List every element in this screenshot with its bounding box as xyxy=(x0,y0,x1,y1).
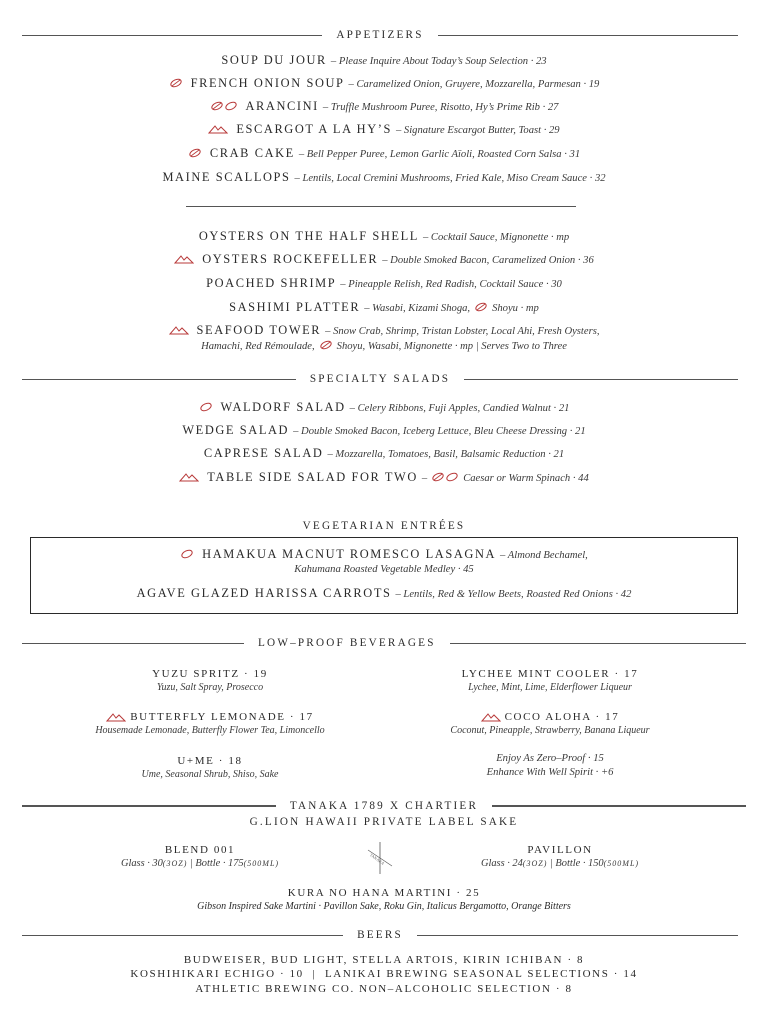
beverage-item xyxy=(380,667,720,694)
beer-line xyxy=(0,952,768,967)
beverage-zero-proof: Enjoy As Zero–Proof · 15 xyxy=(496,753,604,764)
item-desc: – xyxy=(421,473,428,484)
menu-item-line2 xyxy=(0,338,768,354)
beverage-desc: Enhance With Well Spirit · +6 xyxy=(486,767,614,778)
divider xyxy=(22,935,343,936)
item-desc: – Celery Ribbons, Fuji Apples, Candied Walnut · 21 xyxy=(349,403,570,414)
item-desc: Caesar or Warm Spinach · 44 xyxy=(463,473,589,484)
beverage-item xyxy=(380,710,720,737)
beverage-item xyxy=(40,754,380,781)
menu-item xyxy=(0,252,768,268)
beverage-desc: Coconut, Pineapple, Strawberry, Banana Liqueur xyxy=(450,725,650,736)
menu-item xyxy=(0,323,768,339)
item-desc: – Almond Bechamel, xyxy=(500,550,588,561)
item-desc: – Signature Escargot Butter, Toast · 29 xyxy=(395,125,560,136)
beer-text: ATHLETIC BREWING CO. NON–ALCOHOLIC SELECTION · 8 xyxy=(195,983,573,995)
sake-size: (3OZ) xyxy=(522,859,548,868)
beer-text: BUDWEISER, BUD LIGHT, STELLA ARTOIS, KIRIN ICHIBAN · 8 xyxy=(183,954,585,966)
martini-name: KURA NO HANA MARTINI · 25 xyxy=(287,887,481,899)
sake-subtitle xyxy=(0,814,768,829)
divider xyxy=(417,935,738,936)
nut-icon xyxy=(180,549,194,559)
item-name: POACHED SHRIMP xyxy=(206,276,337,290)
sake-size: (500ML) xyxy=(243,859,280,868)
beverage-name: COCO ALOHA · 17 xyxy=(504,711,620,723)
item-desc: – Snow Crab, Shrimp, Tristan Lobster, Local Ahi, Fresh Oysters, xyxy=(325,326,600,337)
signature-icon xyxy=(208,124,228,134)
menu-item xyxy=(0,122,768,138)
sake-item-pavillon xyxy=(400,843,720,870)
item-desc: – Double Smoked Bacon, Iceberg Lettuce, Bleu Cheese Dressing · 21 xyxy=(293,426,586,437)
item-desc: – Double Smoked Bacon, Caramelized Onion · 36 xyxy=(382,255,594,266)
section-title xyxy=(0,518,768,533)
wheat-dairy-icon xyxy=(210,101,238,111)
section-header-sake xyxy=(22,799,746,813)
item-desc: Kahumana Roasted Vegetable Medley · 45 xyxy=(294,564,474,575)
menu-item xyxy=(0,470,768,486)
item-desc: – Cocktail Sauce, Mignonette · mp xyxy=(422,232,570,243)
section-title: SPECIALTY SALADS xyxy=(309,373,451,385)
menu-item xyxy=(0,146,768,162)
sake-bottle-price: | Bottle · 175 xyxy=(187,858,244,869)
sake-size: (3OZ) xyxy=(162,859,188,868)
divider xyxy=(438,35,738,36)
divider xyxy=(22,805,276,807)
sake-name: BLEND 001 xyxy=(164,844,236,856)
section-header-beverages xyxy=(22,636,746,650)
martini-desc: Gibson Inspired Sake Martini · Pavillon Sake, Roku Gin, Italicus Bergamotto, Orange Bitters xyxy=(197,901,571,912)
section-title: TANAKA 1789 X CHARTIER xyxy=(289,800,479,812)
beverage-item xyxy=(40,667,380,694)
beer-line xyxy=(0,981,768,996)
item-name: HAMAKUA MACNUT ROMESCO LASAGNA xyxy=(202,547,497,561)
menu-item xyxy=(0,586,768,602)
menu-item xyxy=(0,400,768,416)
menu-item xyxy=(0,170,768,186)
beverage-name: BUTTERFLY LEMONADE · 17 xyxy=(130,711,314,723)
sake-price xyxy=(50,857,350,870)
sake-glass-price: Glass · 24 xyxy=(480,858,523,869)
item-name: SOUP DU JOUR xyxy=(221,53,327,67)
signature-icon xyxy=(169,325,189,335)
item-name: SEAFOOD TOWER xyxy=(196,323,322,337)
divider xyxy=(22,379,296,380)
menu-item xyxy=(0,446,768,462)
signature-icon xyxy=(179,472,199,482)
divider xyxy=(450,643,746,644)
divider xyxy=(464,379,738,380)
wheat-icon xyxy=(474,302,488,312)
item-name: OYSTERS ON THE HALF SHELL xyxy=(198,229,419,243)
beverage-name: YUZU SPRITZ · 19 xyxy=(152,668,268,680)
divider xyxy=(186,206,576,207)
section-title: APPETIZERS xyxy=(336,29,424,41)
item-desc: Shoyu, Wasabi, Mignonette · mp | Serves Two to Three xyxy=(336,341,567,352)
beverage-desc: Ume, Seasonal Shrub, Shiso, Sake xyxy=(141,769,279,780)
item-name: ESCARGOT A LA HY’S xyxy=(236,122,392,136)
item-desc: – Mozzarella, Tomatoes, Basil, Balsamic Reduction · 21 xyxy=(327,449,565,460)
beverage-item xyxy=(380,752,720,780)
sake-name: PAVILLON xyxy=(527,844,593,856)
logo-text: TANAKA xyxy=(368,852,386,866)
section-title: BEERS xyxy=(357,929,403,941)
sake-size: (500ML) xyxy=(603,859,640,868)
section-title: LOW–PROOF BEVERAGES xyxy=(258,637,436,649)
signature-icon xyxy=(174,254,194,264)
item-desc: Hamachi, Red Rémoulade, xyxy=(201,341,315,352)
item-name: OYSTERS ROCKEFELLER xyxy=(202,252,379,266)
wheat-dairy-icon xyxy=(431,472,459,482)
item-desc: Shoyu · mp xyxy=(492,303,539,314)
beverage-desc: Lychee, Mint, Lime, Elderflower Liqueur xyxy=(468,682,632,693)
sake-item-blend xyxy=(50,843,350,870)
item-name: SASHIMI PLATTER xyxy=(229,300,361,314)
item-name: FRENCH ONION SOUP xyxy=(190,76,345,90)
sake-subtitle-text: G.LION HAWAII PRIVATE LABEL SAKE xyxy=(249,816,519,828)
signature-icon xyxy=(481,712,501,722)
item-desc: – Bell Pepper Puree, Lemon Garlic Aïoli, Roasted Corn Salsa · 31 xyxy=(298,149,581,160)
divider xyxy=(22,35,322,36)
section-header-appetizers xyxy=(22,28,738,42)
item-name: WEDGE SALAD xyxy=(182,423,290,437)
divider xyxy=(22,643,244,644)
beverage-item xyxy=(40,710,380,737)
wheat-icon xyxy=(319,340,333,350)
item-desc: – Caramelized Onion, Gruyere, Mozzarella, Parmesan · 19 xyxy=(348,79,600,90)
menu-item xyxy=(0,300,768,316)
signature-icon xyxy=(106,712,126,722)
menu-item xyxy=(0,276,768,292)
sake-price xyxy=(400,857,720,870)
item-name: CAPRESE SALAD xyxy=(203,446,324,460)
section-title-label: VEGETARIAN ENTRÉES xyxy=(289,520,480,532)
item-name: ARANCINI xyxy=(245,99,319,113)
menu-item xyxy=(0,99,768,115)
item-desc: – Pineapple Relish, Red Radish, Cocktail Sauce · 30 xyxy=(340,279,562,290)
nut-icon xyxy=(199,402,213,412)
item-desc: – Lentils, Red & Yellow Beets, Roasted Red Onions · 42 xyxy=(395,589,632,600)
item-name: CRAB CAKE xyxy=(209,146,295,160)
beverage-name: U+ME · 18 xyxy=(177,755,243,767)
item-desc: – Lentils, Local Cremini Mushrooms, Fried Kale, Miso Cream Sauce · 32 xyxy=(294,173,606,184)
item-name: AGAVE GLAZED HARISSA CARROTS xyxy=(136,586,392,600)
item-desc: – Please Inquire About Today’s Soup Selection · 23 xyxy=(330,56,547,67)
menu-item xyxy=(0,76,768,92)
item-name: WALDORF SALAD xyxy=(220,400,346,414)
beverage-desc: Yuzu, Salt Spray, Prosecco xyxy=(156,682,264,693)
sake-martini-desc xyxy=(0,898,768,914)
sake-bottle-price: | Bottle · 150 xyxy=(547,858,604,869)
section-header-beers xyxy=(22,928,738,942)
menu-item xyxy=(0,53,768,69)
beverage-name: LYCHEE MINT COOLER · 17 xyxy=(461,668,639,680)
divider xyxy=(492,805,746,807)
item-desc: – Truffle Mushroom Puree, Risotto, Hy’s Prime Rib · 27 xyxy=(322,102,559,113)
section-header-salads xyxy=(22,372,738,386)
wheat-icon xyxy=(169,78,183,88)
menu-item xyxy=(0,423,768,439)
sake-glass-price: Glass · 30 xyxy=(120,858,163,869)
beverage-desc: Housemade Lemonade, Butterfly Flower Tea, Limoncello xyxy=(95,725,325,736)
tanaka-logo xyxy=(362,840,398,876)
wheat-icon xyxy=(188,148,202,158)
item-name: MAINE SCALLOPS xyxy=(162,170,291,184)
menu-item xyxy=(0,229,768,245)
menu-item-line2 xyxy=(0,561,768,577)
item-name: TABLE SIDE SALAD FOR TWO xyxy=(207,470,418,484)
beer-text: KOSHIHIKARI ECHIGO · 10 | LANIKAI BREWING SEASONAL SELECTIONS · 14 xyxy=(130,968,638,980)
beer-line xyxy=(0,966,768,981)
item-desc: – Wasabi, Kizami Shoga, xyxy=(364,303,471,314)
